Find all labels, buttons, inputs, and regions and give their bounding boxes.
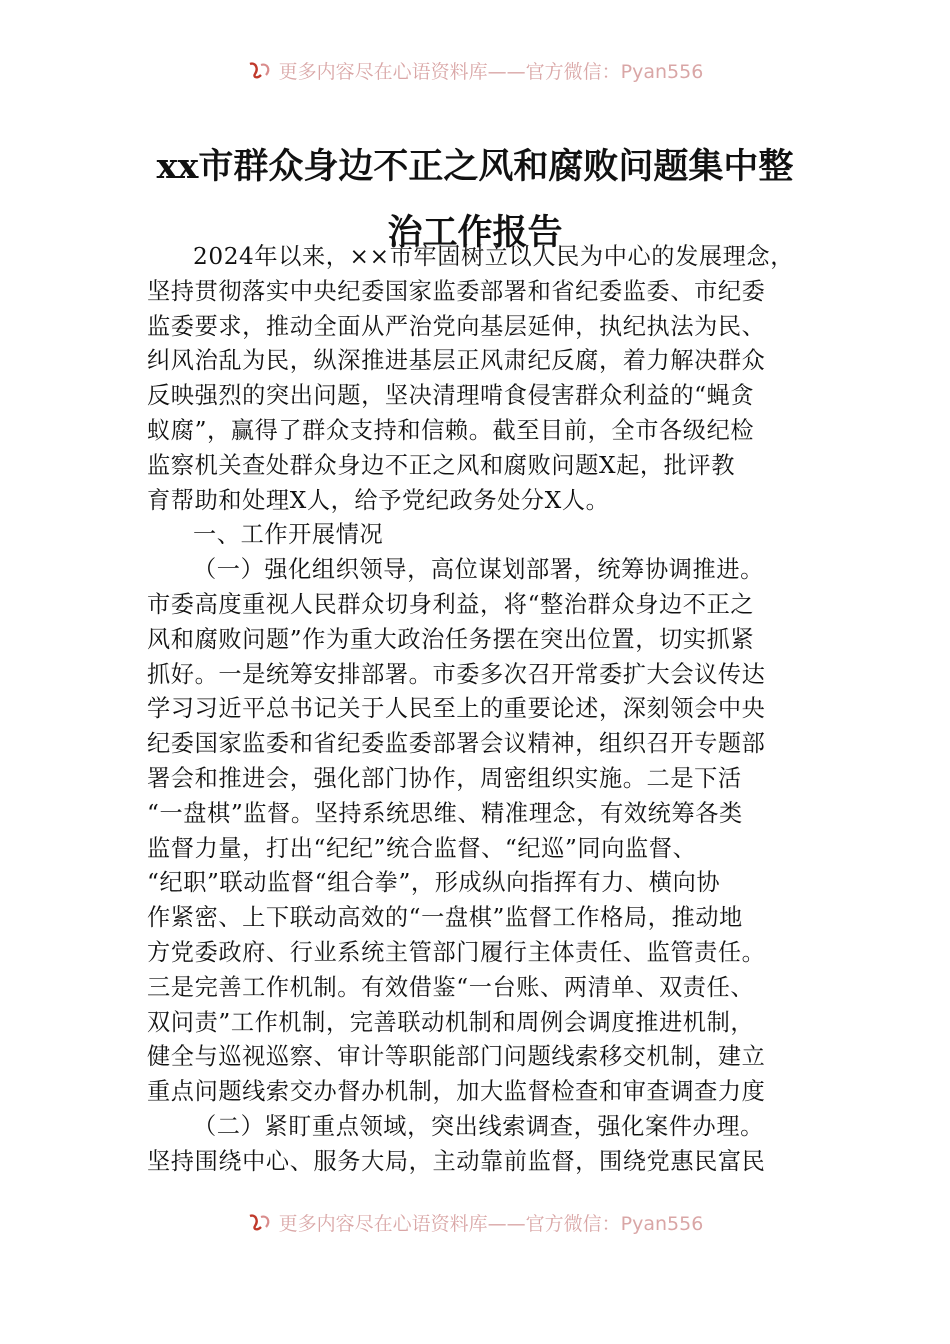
body-line: 市委高度重视人民群众切身利益，将“整治群众身边不正之 [147, 590, 755, 618]
body-line: 反映强烈的突出问题，坚决清理啃食侵害群众利益的“蝇贪 [147, 382, 755, 410]
subsection-heading: （二）紧盯重点领域，突出线索调查，强化案件办理。 [193, 1112, 764, 1140]
body-line: 学习习近平总书记关于人民至上的重要论述，深刻领会中央 [147, 695, 766, 723]
body-line: 重点问题线索交办督办机制，加大监督检查和审查调查力度 [147, 1078, 766, 1106]
body-line: 监察机关查处群众身边不正之风和腐败问题X起，批评教 [147, 451, 736, 479]
section-heading: 一、工作开展情况 [193, 521, 384, 549]
body-line: 坚持贯彻落实中央纪委国家监委部署和省纪委监委、市纪委 [147, 277, 766, 305]
body-line: 监委要求，推动全面从严治党向基层延伸，执纪执法为民、 [147, 312, 766, 340]
body-line: 蚁腐”，赢得了群众支持和信赖。截至目前，全市各级纪检 [147, 416, 755, 444]
logo-icon [247, 60, 273, 82]
body-line: 纠风治乱为民，纵深推进基层正风肃纪反腐，着力解决群众 [147, 347, 766, 375]
body-line: 监督力量，打出“纪纪”统合监督、“纪巡”同向监督、 [147, 834, 697, 862]
watermark-text: 更多内容尽在心语资料库——官方微信：Pyan556 [278, 1213, 704, 1235]
body-line: 抓好。一是统筹安排部署。市委多次召开常委扩大会议传达 [147, 660, 766, 688]
body-line: 双问责”工作机制，完善联动机制和周例会调度推进机制， [147, 1008, 755, 1036]
watermark-text: 更多内容尽在心语资料库——官方微信：Pyan556 [278, 61, 704, 83]
body-line: 三是完善工作机制。有效借鉴“一台账、两清单、双责任、 [147, 973, 755, 1001]
body-line: 作紧密、上下联动高效的“一盘棋”监督工作格局，推动地 [147, 904, 743, 932]
body-line: 纪委国家监委和省纪委监委部署会议精神，组织召开专题部 [147, 730, 766, 758]
body-line: 署会和推进会，强化部门协作，周密组织实施。二是下活 [147, 764, 742, 792]
logo-icon [247, 1212, 273, 1234]
subsection-heading: （一）强化组织领导，高位谋划部署，统筹协调推进。 [193, 556, 764, 584]
document-body [147, 240, 813, 1180]
watermark-top [0, 57, 950, 84]
body-line: “纪职”联动监督“组合拳”，形成纵向指挥有力、横向协 [147, 869, 721, 897]
body-line: 风和腐败问题”作为重大政治任务摆在突出位置，切实抓紧 [147, 625, 755, 653]
document-title-line-1: xx市群众身边不正之风和腐败问题集中整 [156, 146, 794, 187]
document-title-line-2: 治工作报告 [387, 212, 563, 253]
body-line: 方党委政府、行业系统主管部门履行主体责任、监管责任。 [147, 938, 766, 966]
body-line: 育帮助和处理X人，给予党纪政务处分X人。 [147, 486, 610, 514]
body-line: “一盘棋”监督。坚持系统思维、精准理念，有效统筹各类 [147, 799, 743, 827]
watermark-bottom [0, 1209, 950, 1236]
body-line: 坚持围绕中心、服务大局，主动靠前监督，围绕党惠民富民 [147, 1147, 766, 1175]
body-line: 2024年以来，××市牢固树立以人民为中心的发展理念， [193, 243, 795, 270]
body-line: 健全与巡视巡察、审计等职能部门问题线索移交机制，建立 [147, 1043, 766, 1071]
